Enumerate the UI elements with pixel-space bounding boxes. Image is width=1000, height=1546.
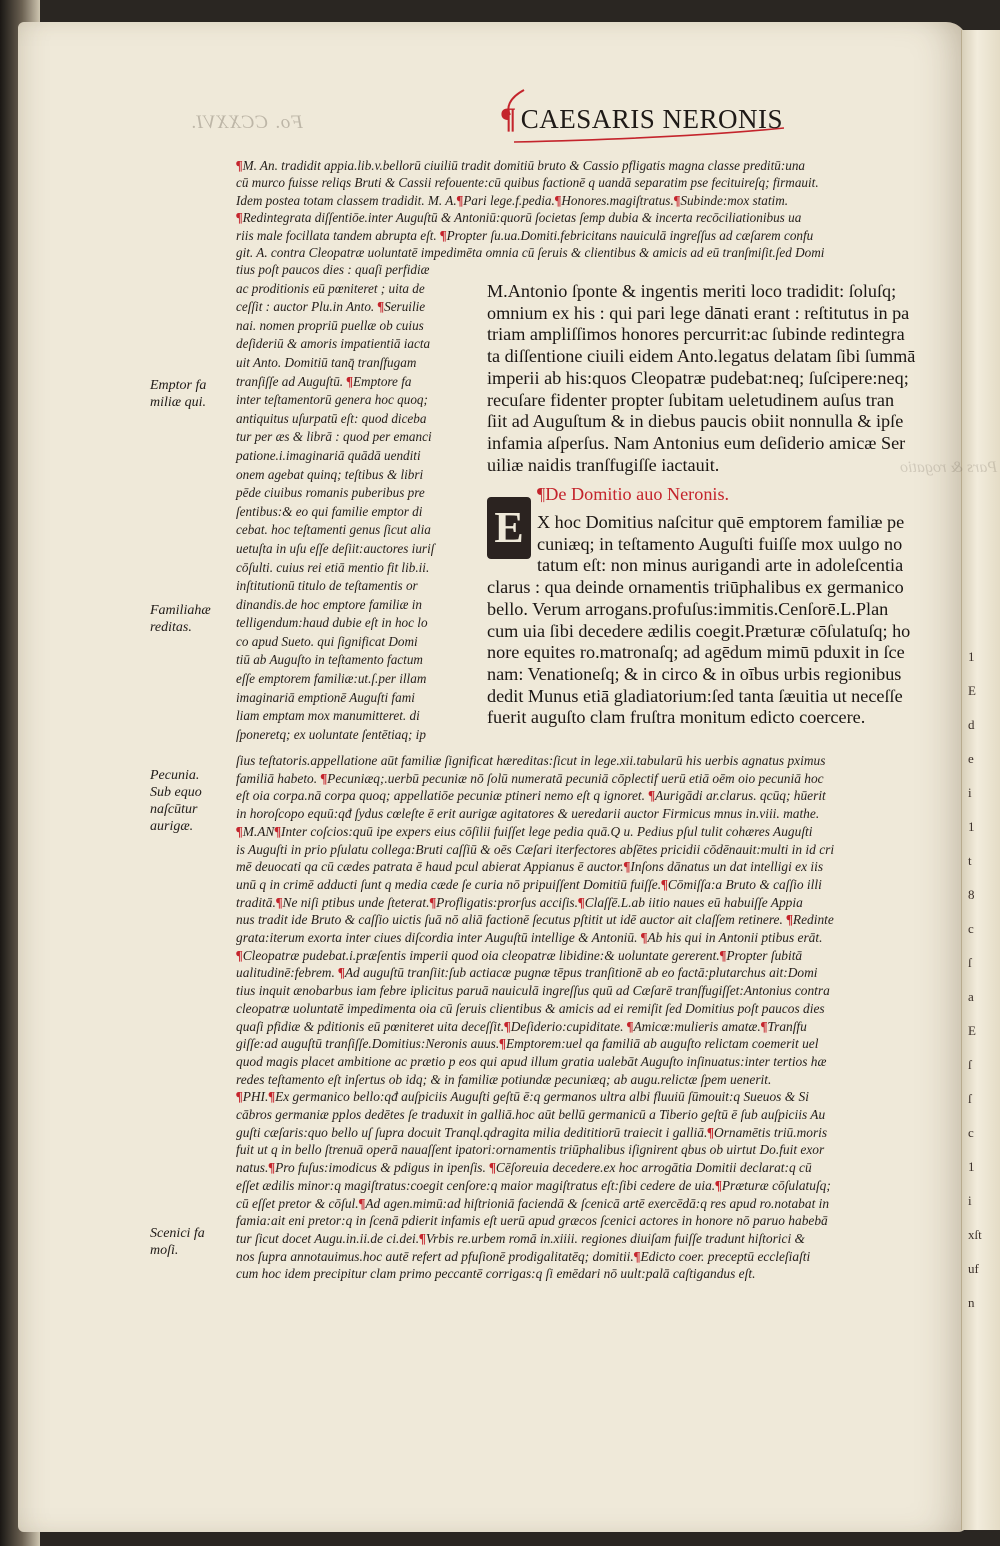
facing-page-fragment: e bbox=[968, 751, 974, 766]
commentary-line: quaſi pfidiæ & pditionis eū pœniteret uita deceſſit.¶Deſiderio:cupiditate. ¶Amicæ:mulieris amatæ.¶Tranſfu bbox=[236, 1018, 807, 1034]
paragraph-mark-icon: ¶ bbox=[268, 1089, 276, 1105]
section-heading bbox=[487, 484, 942, 506]
paragraph-mark-icon: ¶ bbox=[489, 1160, 496, 1176]
main-text-line: cuniæq; in teſtamento Auguſti fuiſſe mox uulgo no bbox=[537, 533, 903, 554]
commentary-line: nus tradit ide Bruto & caſſio uictis ſuā nō aliā factionē ſecutus pſtitit ut idē auctor ait claſſem retinere. ¶Redinte bbox=[236, 912, 834, 928]
margin-note-line: aurigæ. bbox=[150, 819, 194, 834]
paragraph-mark-icon: ¶ bbox=[236, 158, 243, 173]
paragraph-mark-icon: ¶ bbox=[358, 1195, 366, 1211]
paragraph-mark-icon: ¶ bbox=[500, 102, 517, 135]
commentary-line: ſponeretq; ex uoluntate ſentētiaq; ip bbox=[236, 726, 426, 742]
commentary-line: eſſet ædilis minor:q magiſtratus:coegit cenſore:q maior magiſtratus eſt:ſibi cedere de uia.¶Præturæ cōſulatuſq; bbox=[236, 1177, 831, 1193]
commentary-line: tur per æs & librā : quod per emanci bbox=[236, 429, 432, 445]
margin-note-line: reditas. bbox=[150, 620, 192, 635]
main-text-line: omnium ex his : qui pari lege dānati erant : reſtitutus in pa bbox=[487, 302, 910, 323]
commentary-line: ¶Cleopatræ pudebat.i.præſentis imperii quod oia cleopatræ libidine:& uoluntate gererent.¶Propter ſubitā bbox=[236, 947, 803, 963]
main-text-line: X hoc Domitius naſcitur quē emptorem familiæ pe bbox=[537, 512, 905, 533]
main-text-line: nore equites ro.matronaſq; ad agēdum mimū pduxit in ſce bbox=[487, 642, 905, 663]
paragraph-mark-icon: ¶ bbox=[499, 1036, 506, 1052]
commentary-line: giſſe:ad auguſtū tranſiſſe.Domitius:Neronis auus.¶Emptorem:uel qa familiā ab auguſto relictam coemerit uel bbox=[236, 1036, 819, 1052]
commentary-line: grata:iterum exorta inter ciues diſcordia inter Auguſtū intellige & Antoniū. ¶Ab his qui in Antonii ptibus erāt. bbox=[236, 930, 823, 946]
commentary-line: imaginariā emptionē Auguſti fami bbox=[236, 689, 415, 705]
paragraph-mark-icon: ¶ bbox=[236, 823, 243, 839]
paragraph-mark-icon: ¶ bbox=[633, 1248, 641, 1264]
paragraph-mark-icon: ¶ bbox=[577, 894, 585, 910]
margin-note-line: Sub equo bbox=[150, 785, 202, 800]
commentary-line: inſtitutionū titulo de teſtamentis or bbox=[236, 578, 418, 594]
commentary-line: patione.i.imaginariā quādā uenditi bbox=[236, 447, 421, 463]
main-text-line: triam ampliſſimos honores percurrit:ac ſubinde redintegra bbox=[487, 324, 905, 345]
paragraph-mark-icon: ¶ bbox=[640, 930, 648, 946]
paragraph-mark-icon: ¶ bbox=[504, 1018, 511, 1034]
paragraph-mark-icon: ¶ bbox=[338, 965, 345, 981]
commentary-line: cābros germaniæ pplos dedētes ſe traduxit in galliā.hoc aūt bellū germanicū a Tiberio geſtū ē ſub auſpiciis Au bbox=[236, 1107, 826, 1123]
facing-page-fragment: c bbox=[968, 1125, 974, 1140]
facing-page-fragment: E bbox=[968, 683, 976, 698]
paragraph-mark-icon: ¶ bbox=[377, 299, 385, 315]
commentary-line: ¶M. An. tradidit appia.lib.v.bellorū ciuiliū tradit domitiū bruto & Cassio pfligatis magna classe preditū:una bbox=[236, 158, 806, 173]
paragraph-mark-icon: ¶ bbox=[268, 1160, 276, 1176]
commentary-line: telligendum:haud dubie eſt in hoc lo bbox=[236, 615, 428, 631]
paragraph-mark-icon: ¶ bbox=[274, 823, 282, 839]
commentary-line: famia:ait eni pretor:q in ſcenā pdierit infamis eſt uerū apud græcos ſcenici actores in honore nō paruo habebā bbox=[236, 1213, 828, 1229]
margin-note-line: miliæ qui. bbox=[150, 395, 207, 410]
main-paragraph-1 bbox=[487, 281, 942, 476]
main-text-line: uiliæ naidis tranſfugiſſe iactauit. bbox=[487, 454, 720, 475]
margin-note-familia bbox=[150, 602, 211, 636]
paragraph-mark-icon: ¶ bbox=[440, 227, 447, 243]
paragraph-mark-icon: ¶ bbox=[456, 192, 464, 208]
commentary-line: cebat. hoc teſtamenti genus ſicut alia bbox=[236, 522, 431, 538]
facing-page-fragment: E bbox=[968, 1023, 976, 1038]
facing-page-fragment: 1 bbox=[968, 1159, 975, 1174]
commentary-line: co apud Sueto. qui ſignificat Domi bbox=[236, 633, 418, 649]
drop-cap-initial: E bbox=[487, 497, 531, 559]
facing-page-edge bbox=[961, 30, 1000, 1530]
main-text-line: clarus : qua deinde ornamentis triūphalibus ex germanico bbox=[487, 577, 904, 598]
main-text-line: nam: Venationeſq; & in circo & in oībus urbis regionibus bbox=[487, 663, 902, 684]
commentary-line: unū q in crimē adducti ſunt q media cæde ſe curia nō pripuiſſent Domitiū fuiſſe.¶Cōmiſſa:a Bruto & caſſio illi bbox=[236, 876, 822, 892]
commentary-line: cōſulti. cuius rei etiā mentio fit lib.ii. bbox=[236, 559, 430, 575]
commentary-line: tur ſicut docet Augu.in.ii.de ci.dei.¶Vrbis re.urbem romā in.xiiii. regiones diuiſam fuiſſe tradunt hiſtorici & bbox=[236, 1230, 805, 1246]
main-text-line: imperii ab his:quos Cleopatræ pudebat:neq; ſuſcipere:neq; bbox=[487, 367, 909, 388]
paragraph-mark-icon: ¶ bbox=[346, 373, 353, 389]
running-head bbox=[500, 102, 783, 136]
margin-note-pecunia bbox=[150, 767, 202, 835]
commentary-line: is Auguſti in prio pſulatu collega:Bruti caſſiū & oēs Cæſari iterfectores abſētes pricidii cōdēnauit:multi in id cri bbox=[236, 841, 835, 857]
commentary-line: tius poſt paucos dies : quaſi perfidiæ bbox=[236, 262, 430, 277]
commentary-line: onem agebat quinq; teſtibus & libri bbox=[236, 466, 424, 482]
main-text-line: M.Antonio ſponte & ingentis meriti loco tradidit: ſoluſq; bbox=[487, 281, 897, 301]
commentary-line: ¶Redintegrata diſſentiōe.inter Auguſtū & Antoniū:quorū ſocietas ſemp dubia & incerta recōciliationibus ua bbox=[236, 210, 802, 226]
commentary-line: natus.¶Pro fuſus:imodicus & pdigus in ipenſis. ¶Cēſoreuia decedere.ex hoc arrogātia Domitii declarat:q cū bbox=[236, 1160, 812, 1176]
facing-page-fragment: 1 bbox=[968, 819, 975, 834]
commentary-line: deſideriū & amoris impatientiā iacta bbox=[236, 336, 431, 352]
facing-page-fragment: xſt bbox=[968, 1227, 982, 1242]
commentary-line: eſt oia corpa.nā corpa quoq; appellatiōe pecuniæ ptineri nemo eſt q ignoret. ¶Aurigādi ar.clarus. qcūq; hūerit bbox=[236, 788, 826, 804]
paragraph-mark-icon: ¶ bbox=[275, 894, 283, 910]
paragraph-mark-icon: ¶ bbox=[661, 876, 668, 892]
commentary-line: traditā.¶Ne niſi ptibus unde ſteterat.¶Profligatis:prorſus acciſis.¶Claſſē.L.ab iitio naues eū habuiſſe Appia bbox=[236, 894, 803, 910]
paragraph-mark-icon: ¶ bbox=[623, 859, 631, 875]
commentary-line: riis male focillata tandem abrupta eſt. ¶Propter ſu.ua.Domiti.febricitans nauiculā ingreſſus ad cæſarem confu bbox=[236, 227, 814, 243]
main-text-line: dedit Munus etiā gladiatorium:ſed tanta ſæuitia ut neceſſe bbox=[487, 685, 903, 706]
commentary-line: cū murco fuisse reliqs Bruti & Cassii refouente:cū quibus factionē q uandā separatim pse fecituireſq; firmauit. bbox=[236, 175, 819, 191]
paragraph-mark-icon: ¶ bbox=[236, 947, 243, 963]
paragraph-mark-icon: ¶ bbox=[760, 1018, 768, 1034]
facing-page-fragment: 8 bbox=[968, 887, 975, 902]
facing-page-fragment: c bbox=[968, 921, 974, 936]
facing-page-fragment: a bbox=[968, 989, 974, 1004]
paragraph-mark-icon: ¶ bbox=[429, 894, 437, 910]
paragraph-mark-icon: ¶ bbox=[626, 1018, 634, 1034]
paragraph-mark-icon: ¶ bbox=[715, 1177, 722, 1193]
top-commentary bbox=[236, 157, 824, 261]
commentary-line: ceſſit : auctor Plu.in Anto. ¶Seruilie bbox=[236, 299, 426, 315]
commentary-line: tranſiſſe ad Auguſtū. ¶Emptore fa bbox=[236, 373, 412, 389]
commentary-line: antiquitus uſurpatū eſt: quod diceba bbox=[236, 410, 427, 426]
margin-note-line: Pecunia. bbox=[150, 768, 200, 783]
commentary-line: ¶M.AN¶Inter coſcios:quū ipe expers eius cōſilii fuiſſet lege pedia quā.Q u. Pedius pſul tulit cohæres Auguſti bbox=[236, 823, 813, 839]
facing-page-fragment: ſ bbox=[968, 1091, 972, 1106]
commentary-line: familiā habeto. ¶Pecuniæq;.uerbū pecuniæ nō ſolū numeratā pecuniā cōplectif uerū etiā oēm oio pecuniā hoc bbox=[236, 770, 824, 786]
paragraph-mark-icon: ¶ bbox=[236, 1089, 243, 1105]
commentary-line: liam emptam mox manumitteret. di bbox=[236, 708, 420, 724]
margin-note-line: naſcūtur bbox=[150, 802, 198, 817]
commentary-line: uetuſta in uſu eſſe deſiit:auctores iuriſ bbox=[236, 540, 435, 556]
margin-note-line: Scenici fa bbox=[150, 1226, 205, 1241]
margin-note-scenici bbox=[150, 1225, 205, 1259]
main-text-line: ſiit ad Auguſtum & in diebus paucis obiit nonnulla & ipſe bbox=[487, 411, 904, 432]
commentary-line: quod magis placet ambitione ac prætio p eos qui apud illum gratia ualebāt Auguſto inſinuatus:inter tertios hæ bbox=[236, 1053, 827, 1069]
facing-page-fragment: uf bbox=[968, 1261, 979, 1276]
facing-page-fragment: i bbox=[968, 785, 972, 800]
facing-page-fragment: i bbox=[968, 1193, 972, 1208]
commentary-line: nai. nomen propriū puellæ ob cuius bbox=[236, 317, 424, 333]
paragraph-mark-icon: ¶ bbox=[419, 1230, 426, 1246]
margin-note-line: Familiahæ bbox=[150, 603, 211, 618]
running-head-title: CAESARIS NERONIS bbox=[520, 104, 783, 134]
show-through-text: Pars & rogatio bbox=[900, 459, 998, 476]
paragraph-mark-icon: ¶ bbox=[786, 912, 793, 928]
commentary-line: dinandis.de hoc emptore familiæ in bbox=[236, 596, 422, 612]
paragraph-mark-icon: ¶ bbox=[719, 947, 727, 963]
main-text-line: recuſare fidenter propter ſubitam ueletudinem auſus tran bbox=[487, 389, 895, 410]
commentary-line: cleopatræ uoluntatē impedimenta oia cū ſeruis clientibus & amicis ad ei remiſit ſed Domitius poſt paucos dies bbox=[236, 1000, 825, 1016]
commentary-line: ualitudinē:febrem. ¶Ad auguſtū tranſiit:ſub actiacæ pugnæ tēpus tranſitionē ab eo factā:plutarchus ait:Domi bbox=[236, 965, 818, 981]
paragraph-mark-icon: ¶ bbox=[648, 788, 656, 804]
facing-page-fragment: ſ bbox=[968, 955, 972, 970]
commentary-line: git. A. contra Cleopatræ uoluntatē impedimēta omnia cū ſeruis & clientibus & amicis ad eū tranſmiſit.ſed Domi bbox=[236, 245, 825, 261]
main-text-line: ta diſſentione ciuili eidem Anto.legatus delatam ſibi ſummā bbox=[487, 346, 916, 367]
commentary-line: tiū ab Auguſto in teſtamento factum bbox=[236, 652, 423, 668]
main-text-line: bello. Verum arrogans.profuſus:immitis.Cenſorē.L.Plan bbox=[487, 598, 889, 619]
commentary-line: fuit ut q in bello ſtrenuā operā nauaſſent ipatori:ornamentis triūphalibus iſignirent qbus ob uirtut Do.fuit exor bbox=[236, 1142, 825, 1158]
paragraph-mark-icon: ¶ bbox=[320, 770, 328, 786]
commentary-line: tius inquit ænobarbus iam febre iplicitus paruā nauiculā ingreſſus quū ad Cæſarē tranſfugiſſet:Antonius contra bbox=[236, 983, 830, 999]
commentary-line: nos ſupra annotauimus.hoc autē refert ad pfuſionē prodigalitatēq; domitii.¶Edicto coer. preceptū eccleſiaſti bbox=[236, 1248, 811, 1264]
margin-note-emptor bbox=[150, 377, 206, 411]
commentary-line: guſti cæſaris:quo bello uſ ſupra docuit Tranql.qdragita milia dedititiorū traiecit i galliā.¶Ornamētis triū.moris bbox=[236, 1124, 828, 1140]
main-text-line: tatum eſt: non minus aurigandi arte in adoleſcentia bbox=[537, 555, 904, 576]
paragraph-mark-icon: ¶ bbox=[673, 192, 681, 208]
commentary-line: cū eſſet pretor & cōſul.¶Ad agen.mimū:ad hiſtrioniā faciendā & ſcenicā artē exercēdā:q res apud ro.notabat in bbox=[236, 1195, 830, 1211]
facing-page-fragment: n bbox=[968, 1295, 975, 1310]
commentary-line: ac proditionis eū pœniteret ; uita de bbox=[236, 280, 425, 296]
facing-page-fragment: ſ bbox=[968, 1057, 972, 1072]
commentary-line: uit Anto. Domitiū tanq̄ tranſfugam bbox=[236, 354, 417, 370]
main-text-line: cum uia ſibi decedere ædilis coegit.Præturæ cōſulatuſq; ho bbox=[487, 620, 911, 641]
section-heading-text: ¶De Domitio auo Neronis. bbox=[537, 484, 730, 505]
facing-page-fragment: d bbox=[968, 717, 975, 732]
main-text-line: infamia aſperſus. Nam Antonius eum deſiderio amicæ Ser bbox=[487, 432, 906, 453]
left-commentary bbox=[236, 261, 434, 744]
commentary-line: redes teſtamento eſt inſertus ob idq; & in familiæ potiundæ pecuniæq; ab augu.relictæ ſpem uenerit. bbox=[236, 1071, 772, 1087]
commentary-line: Idem postea totam classem tradidit. M. A.¶Pari lege.f.pedia.¶Honores.magiſtratus.¶Subinde:mox statim. bbox=[236, 192, 789, 208]
commentary-line: cum hoc idem precipitur clam primo peccantē corrigas:q ſi emēdari nō uult:palā caſtigandus eſt. bbox=[236, 1266, 756, 1282]
main-text-line: fuerit auguſto clam fruſtra monitum edicto coercere. bbox=[487, 707, 866, 728]
paragraph-mark-icon: ¶ bbox=[236, 210, 243, 226]
paragraph-mark-icon: ¶ bbox=[707, 1124, 714, 1140]
commentary-line: inter teſtamentorū genera hoc quoq; bbox=[236, 392, 428, 408]
commentary-line: eſſe emptorem familiæ:ut.ſ.per illam bbox=[236, 671, 427, 687]
main-text-block bbox=[487, 281, 942, 729]
facing-page-fragment: 1 bbox=[968, 649, 975, 664]
commentary-line: ſentibus:& eo qui familie emptor di bbox=[236, 503, 423, 519]
margin-note-line: Emptor fa bbox=[150, 378, 207, 393]
commentary-line: ¶PHI.¶Ex germanico bello:qđ auſpiciis Auguſti geſtū ē:q germanos ultra albi fluuiū ſūmouit:q Sueuos & Si bbox=[236, 1089, 809, 1105]
commentary-line: in horoſcopo equū:qđ ſydus cœleſte ē erit aurigæ agitatores & ueredarii auctor Firmicus mnus in.viii. mathe. bbox=[236, 806, 820, 822]
bottom-commentary bbox=[236, 752, 834, 1283]
facing-page-fragment: t bbox=[968, 853, 972, 868]
main-paragraph-2 bbox=[487, 512, 942, 729]
commentary-line: pēde ciuibus romanis puberibus pre bbox=[236, 485, 425, 501]
paragraph-mark-icon: ¶ bbox=[554, 192, 562, 208]
commentary-line: ſius teſtatoris.appellatione aūt familiæ ſignificat hæreditas:ſicut in lege.xii.tabularū his uerbis agnatus pximus bbox=[236, 753, 826, 768]
commentary-line: mē deuocati qa cū cædes patrata ē haud pcul abierat Appianus ē auctor.¶Inſons dānatus un dat intelligi ex iis bbox=[236, 859, 824, 875]
mirrored-folio-number: Fo. CCXXVI. bbox=[190, 112, 303, 133]
margin-note-line: moſi. bbox=[150, 1243, 179, 1258]
